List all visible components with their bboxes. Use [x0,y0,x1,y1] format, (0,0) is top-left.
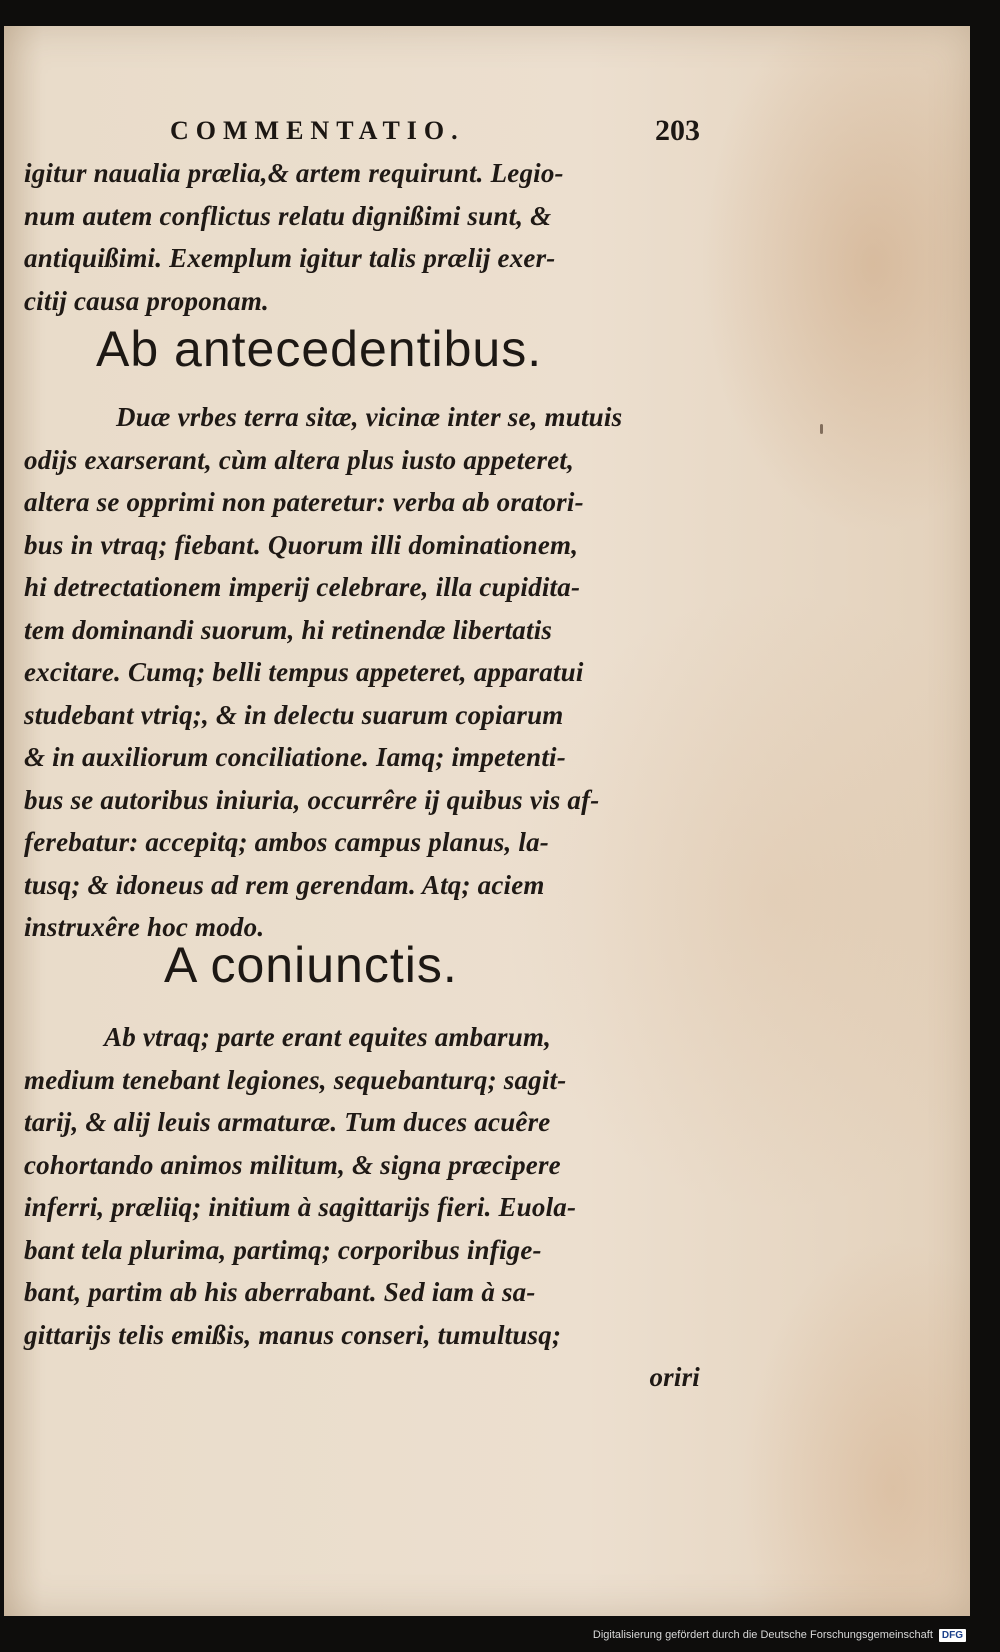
section-heading-coniunctis: A coniunctis. [164,937,458,993]
text-line: igitur naualia prælia,& artem requirunt. Legio- [24,158,564,188]
text-line: instruxêre hoc modo. [24,912,265,942]
text-line: tem dominandi suorum, hi retinendæ libertatis [24,614,553,645]
dfg-logo: DFG [939,1629,966,1642]
text-line: ferebatur: accepitq; ambos campus planus, la- [24,827,549,857]
catchword: oriri [649,1362,700,1392]
text-line: antiquißimi. Exemplum igitur talis prælij exer- [24,243,556,273]
text-line: altera se opprimi non pateretur: verba ab oratori- [24,487,584,517]
text-line: odijs exarserant, cùm altera plus iusto appeteret, [24,444,575,475]
text-line: num autem conflictus relatu dignißimi sunt, & [24,200,552,231]
book-page [4,26,970,1616]
text-line: bus in vtraq; fiebant. Quorum illi dominationem, [24,529,579,560]
digitization-footer [593,1624,966,1646]
text-line: bant tela plurima, partimq; corporibus infige- [24,1234,542,1265]
text-line: inferri, præliiq; initium à sagittarijs fieri. Euola- [24,1192,577,1222]
paragraph-1 [24,396,700,949]
text-line: medium tenebant legiones, sequebanturq; sagit- [24,1064,567,1095]
text-line: & in auxiliorum conciliatione. Iamq; impetenti- [24,742,566,772]
text-line: excitare. Cumq; belli tempus appeteret, apparatui [24,657,584,687]
text-line: bant, partim ab his aberrabant. Sed iam à sa- [24,1277,536,1307]
intro-paragraph [24,152,700,322]
text-line: Ab vtraq; parte erant equites ambarum, [104,1022,552,1052]
section-heading-antecedentibus: Ab antecedentibus. [96,321,543,377]
running-head [170,112,700,156]
text-line: citij causa proponam. [24,285,269,316]
text-line: Duæ vrbes terra sitæ, vicinæ inter se, mutuis [116,402,623,432]
text-line: tusq; & idoneus ad rem gerendam. Atq; aciem [24,869,545,900]
running-title: COMMENTATIO. [170,116,465,145]
text-line: bus se autoribus iniuria, occurrêre ij quibus vis af- [24,784,600,815]
ink-speck [820,424,823,434]
paragraph-2 [24,1016,700,1399]
text-line: gittarijs telis emißis, manus conseri, tumultusq; [24,1319,562,1350]
page-number: 203 [655,114,700,147]
footer-credit: Digitalisierung gefördert durch die Deutsche Forschungsgemeinschaft [592,1629,933,1641]
text-line: tarij, & alij leuis armaturæ. Tum duces acuêre [24,1107,551,1137]
text-line: hi detrectationem imperij celebrare, illa cupidita- [24,572,581,602]
text-line: studebant vtriq;, & in delectu suarum copiarum [24,699,564,730]
text-line: cohortando animos militum, & signa præcipere [24,1149,561,1180]
